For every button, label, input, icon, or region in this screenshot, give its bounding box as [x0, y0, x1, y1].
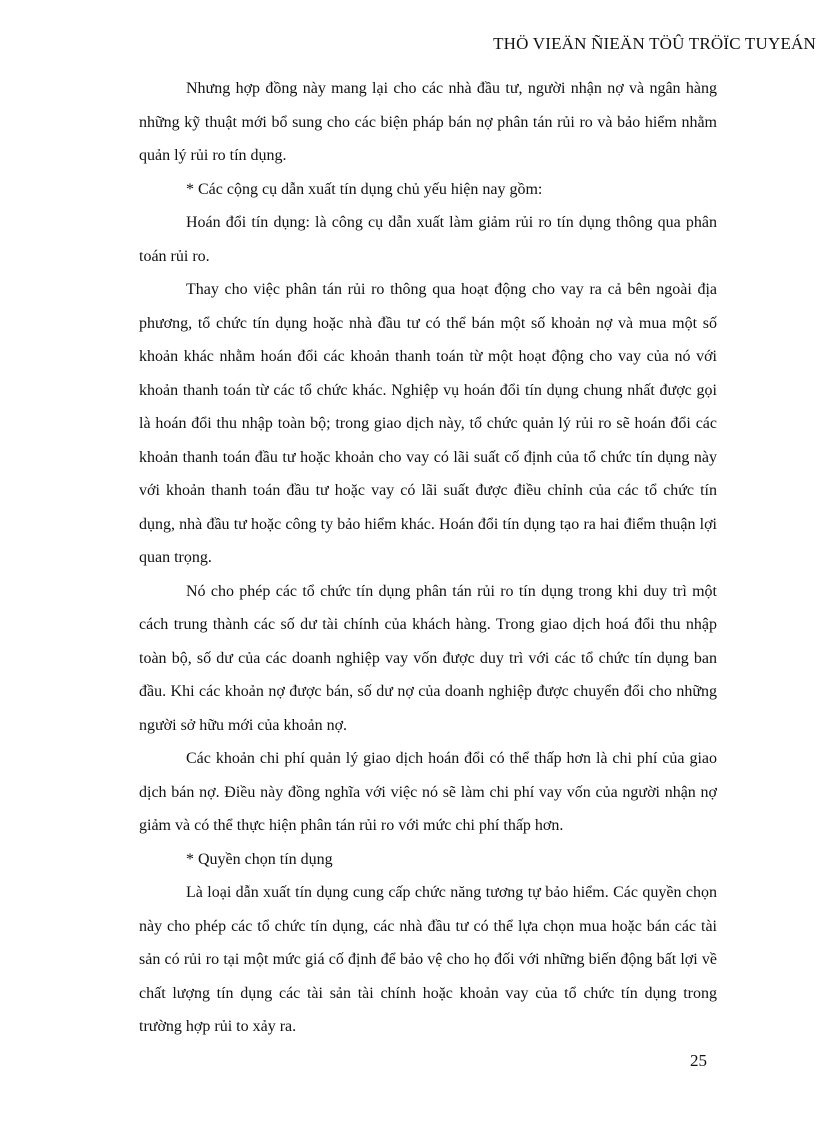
paragraph: * Các cộng cụ dẫn xuất tín dụng chủ yếu hiện nay gồm: — [186, 180, 543, 198]
paragraph: * Quyền chọn tín dụng — [186, 850, 333, 868]
paragraph: Thay cho việc phân tán rủi ro thông qua hoạt động cho vay ra cả bên ngoài địa phương, tổ chức tín dụng hoặc nhà đầu tư có thể bán một số khoản nợ và mua một số khoản khác nhằm hoán đổi các khoản thanh toán từ một hoạt động cho vay của nó với khoản thanh toán từ các tổ chức khác. Nghiệp vụ hoán đổi tín dụng chung nhất được gọi là hoán đổi thu nhập toàn bộ; trong giao dịch này, tổ chức quản lý rủi ro sẽ hoán đổi các khoản thanh toán đầu tư hoặc khoản cho vay có lãi suất cố định của tổ chức tín dụng này với khoản thanh toán đầu tư hoặc vay có lãi suất được điều chỉnh của các tổ chức tín dụng, nhà đầu tư hoặc công ty bảo hiểm khác. Hoán đổi tín dụng tạo ra hai điểm thuận lợi quan trọng. — [139, 281, 717, 566]
document-body — [139, 72, 717, 1044]
page-header: THÖ VIEÄN ÑIEÄN TÖÛ TRÖÏC TUYEÁN — [493, 34, 816, 53]
paragraph: Các khoản chi phí quản lý giao dịch hoán đổi có thể thấp hơn là chi phí của giao dịch bán nợ. Điều này đồng nghĩa với việc nó sẽ làm chi phí vay vốn của người nhận nợ giảm và có thể thực hiện phân tán rủi ro với mức chi phí thấp hơn. — [139, 750, 717, 834]
paragraph: Nhưng hợp đồng này mang lại cho các nhà đầu tư, người nhận nợ và ngân hàng những kỹ thuật mới bổ sung cho các biện pháp bán nợ phân tán rủi ro và bảo hiểm nhằm quản lý rủi ro tín dụng. — [139, 80, 717, 164]
paragraph: Nó cho phép các tổ chức tín dụng phân tán rủi ro tín dụng trong khi duy trì một cách trung thành các số dư tài chính của khách hàng. Trong giao dịch hoá đổi thu nhập toàn bộ, số dư của các doanh nghiệp vay vốn được duy trì với các tổ chức tín dụng ban đầu. Khi các khoản nợ được bán, số dư nợ của doanh nghiệp được chuyển đổi cho những người sở hữu mới của khoản nợ. — [139, 582, 717, 734]
page-number: 25 — [690, 1051, 707, 1070]
paragraph: Là loại dẫn xuất tín dụng cung cấp chức năng tương tự bảo hiểm. Các quyền chọn này cho phép các tổ chức tín dụng, các nhà đầu tư có thể lựa chọn mua hoặc bán các tài sản có rủi ro tại một mức giá cố định để bảo vệ cho họ đối với những biến động bất lợi về chất lượng tín dụng các tài sản tài chính hoặc khoản vay của tổ chức tín dụng trong trường hợp rủi to xảy ra. — [139, 884, 717, 1035]
paragraph: Hoán đổi tín dụng: là công cụ dẫn xuất làm giảm rủi ro tín dụng thông qua phân toán rủi ro. — [139, 214, 717, 265]
